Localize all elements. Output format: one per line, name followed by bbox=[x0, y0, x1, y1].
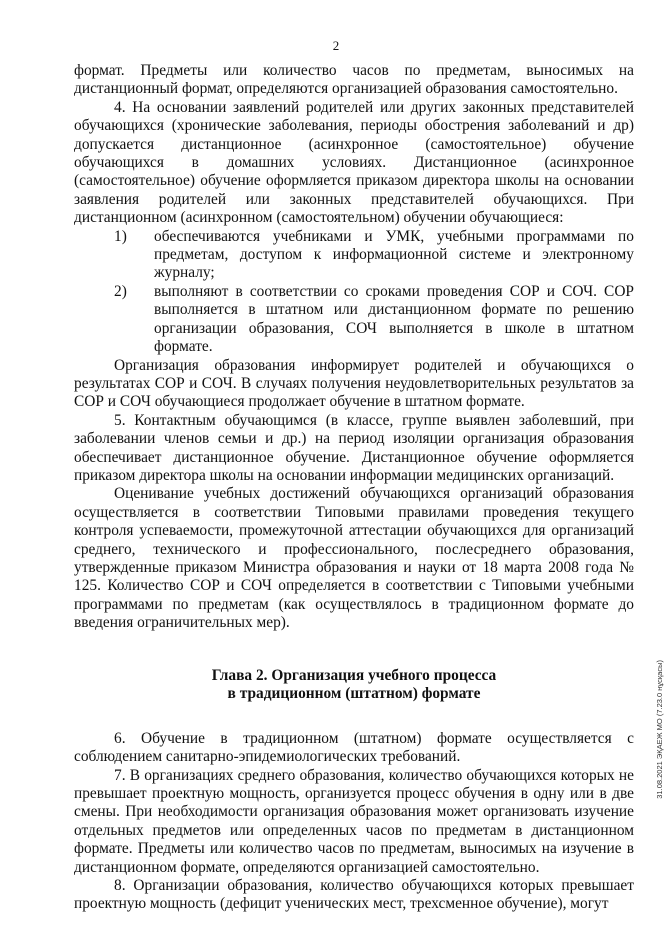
list-item-number: 1) bbox=[114, 227, 127, 245]
list-item bbox=[74, 228, 634, 283]
paragraph-continuation: формат. Предметы или количество часов по предметам, выносимых на дистанционный формат, определяются организацией образования самостоятельно. bbox=[74, 62, 634, 98]
chapter-heading-line1: Глава 2. Организация учебного процесса bbox=[211, 666, 497, 684]
paragraph-assessment: Оценивание учебных достижений обучающихся организаций образования осуществляется в соответствии Типовыми правилами проведения текущего контроля успеваемости, промежуточной аттестации обучающихся для организаций среднего, технического и профессионального, послесреднего образования, утвержденные приказом Министра образования и науки от 18 марта 2008 года № 125. Количество СОР и СОЧ определяется в соответствии с Типовыми учебными программами по предметам (как осуществлялось в традиционном формате до введения ограничительных мер). bbox=[74, 485, 634, 632]
paragraph-informing: Организация образования информирует родителей и обучающихся о результатах СОР и СОЧ. В случаях получения неудовлетворительных результатов за СОР и СОЧ обучающиеся продолжает обучение в штатном формате. bbox=[74, 356, 634, 411]
list-item-text: выполняют в соответствии со сроками проведения СОР и СОЧ. СОР выполняется в штатном или дистанционном формате по решению организации образования, СОЧ выполняется в школе в штатном формате. bbox=[154, 282, 634, 356]
list-item-number: 2) bbox=[114, 282, 127, 300]
paragraph-8: 8. Организации образования, количество обучающихся которых превышает проектную мощность (дефицит ученических мест, трехсменное обучение), могут bbox=[74, 877, 634, 913]
chapter-heading-line2: в традиционном (штатном) формате bbox=[227, 685, 481, 703]
list-item bbox=[74, 283, 634, 357]
chapter-heading bbox=[74, 667, 634, 704]
paragraph-7: 7. В организациях среднего образования, количество обучающихся которых не превышает проектную мощность, организуется процесс обучения в одну или в две смены. При необходимости организация образования может организовать изучение отдельных предметов или определенных часов по предметам в дистанционном формате. Предметы или количество часов по предметам, выносимых на изучение в дистанционном формате, определяются организацией самостоятельно. bbox=[74, 766, 634, 876]
document-body bbox=[74, 62, 634, 914]
page-number: 2 bbox=[332, 38, 340, 53]
paragraph-4: 4. На основании заявлений родителей или других законных представителей обучающихся (хронические заболевания, периоды обострения заболеваний и др) допускается дистанционное (асинхронное (самостоятельное) обучение обучающихся в домашних условиях. Дистанционное (асинхронное (самостоятельное) обучение оформляется приказом директора школы на основании заявления родителей или законных представителей обучающихся. При дистанционном (асинхронном (самостоятельном) обучении обучающиеся: bbox=[74, 98, 634, 227]
side-stamp: 31.08.2021 ЭҚАЕЖ МО (7.23.0 нұсқасы) bbox=[655, 660, 664, 799]
paragraph-6: 6. Обучение в традиционном (штатном) формате осуществляется с соблюдением санитарно-эпидемиологических требований. bbox=[74, 729, 634, 766]
list-item-text: обеспечиваются учебниками и УМК, учебными программами по предметам, доступом к информационной системе и электронному журналу; bbox=[154, 227, 634, 282]
paragraph-5: 5. Контактным обучающимся (в классе, группе выявлен заболевший, при заболевании членов семьи и др.) на период изоляции организация образования обеспечивает дистанционное обучение. Дистанционное обучение оформляется приказом директора школы на основании информации медицинских организаций. bbox=[74, 411, 634, 484]
